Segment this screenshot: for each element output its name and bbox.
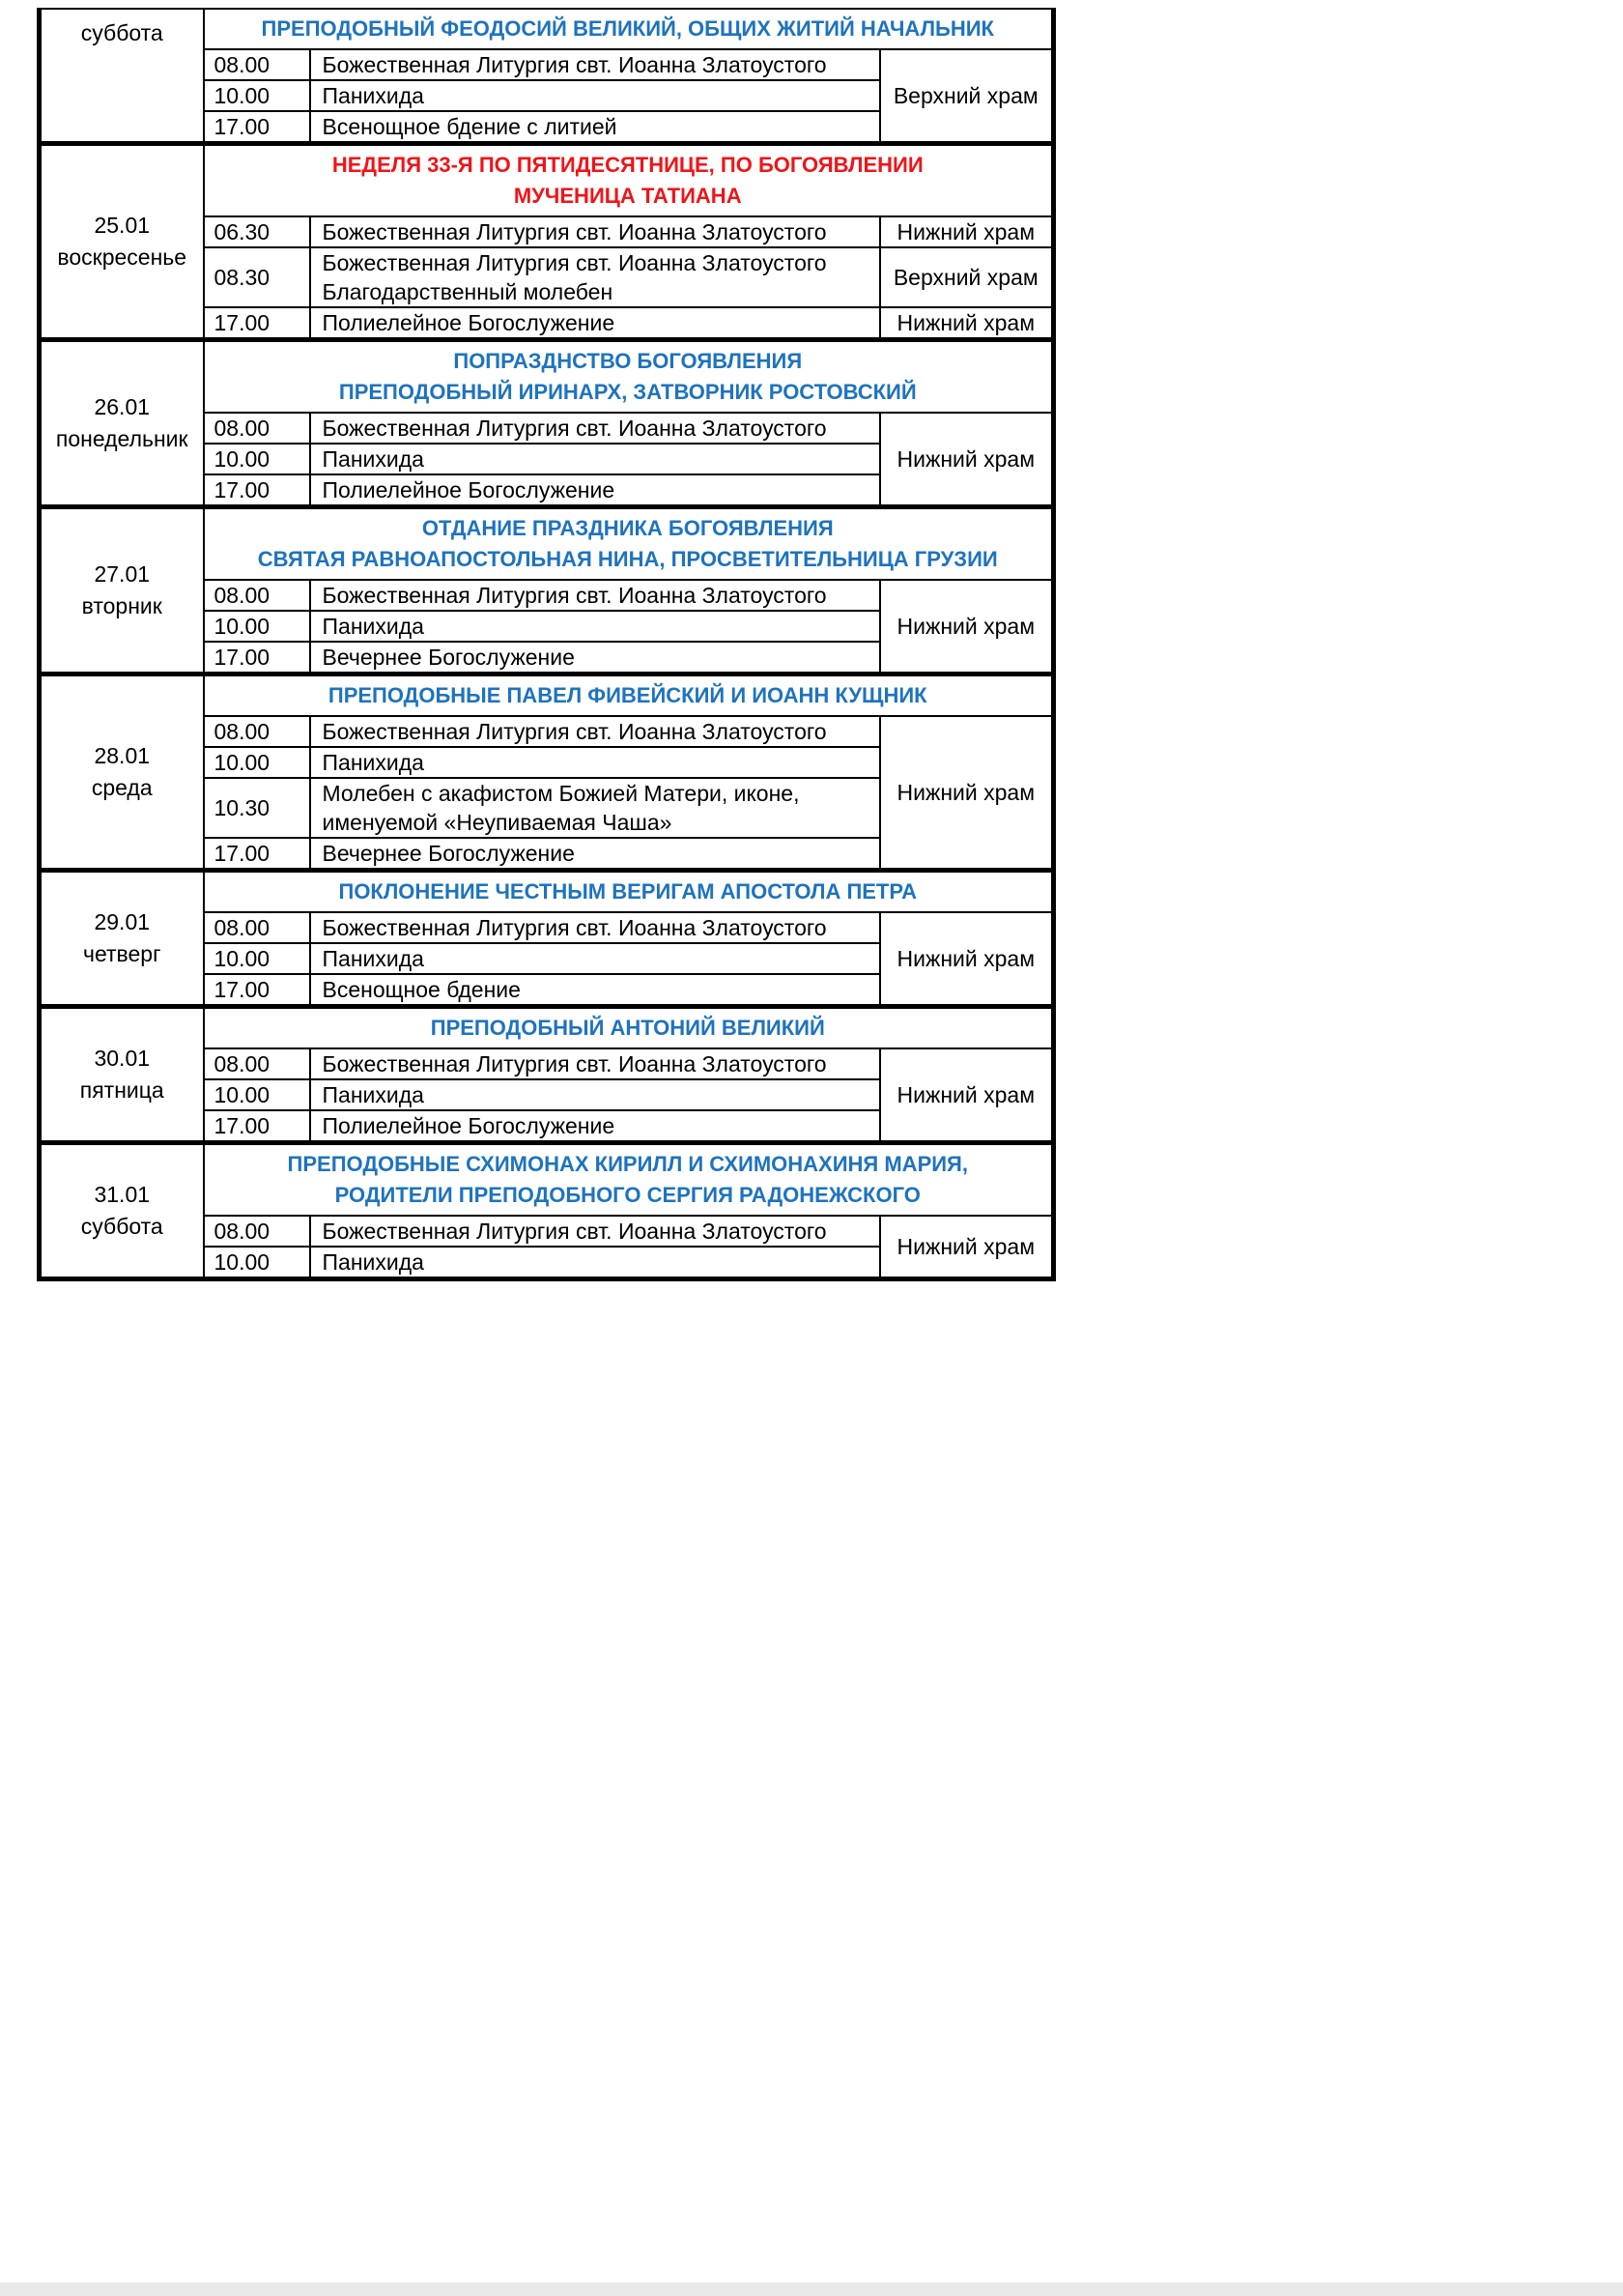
service-name xyxy=(310,580,880,611)
date-cell xyxy=(40,674,204,871)
location-cell: Верхний храм xyxy=(880,247,1054,307)
day-title-row xyxy=(40,340,1054,414)
service-name-line: Божественная Литургия свт. Иоанна Златоустого xyxy=(322,219,827,244)
service-name-line: Полиелейное Богослужение xyxy=(322,310,615,335)
service-name xyxy=(310,642,880,674)
day-title xyxy=(204,871,1054,913)
service-name xyxy=(310,49,880,80)
service-time: 10.00 xyxy=(204,1079,310,1110)
date-label: 31.01 xyxy=(94,1182,151,1207)
service-name xyxy=(310,1216,880,1247)
service-time: 10.00 xyxy=(204,444,310,474)
day-title-row xyxy=(40,1143,1054,1217)
service-name xyxy=(310,1110,880,1143)
service-time: 08.00 xyxy=(204,580,310,611)
location-cell: Нижний храм xyxy=(880,716,1054,871)
service-name xyxy=(310,307,880,340)
service-name xyxy=(310,716,880,747)
service-name xyxy=(310,912,880,943)
location-cell: Нижний храм xyxy=(880,1216,1054,1279)
service-name xyxy=(310,1247,880,1279)
day-title-line: ПРЕПОДОБНЫЕ ПАВЕЛ ФИВЕЙСКИЙ И ИОАНН КУЩНИК xyxy=(327,683,927,707)
day-title-line: ПРЕПОДОБНЫЕ СХИМОНАХ КИРИЛЛ И СХИМОНАХИНЯ МАРИЯ, xyxy=(287,1152,968,1176)
day-title-line: НЕДЕЛЯ 33-Я ПО ПЯТИДЕСЯТНИЦЕ, ПО БОГОЯВЛЕНИИ xyxy=(331,153,924,177)
weekday-label: вторник xyxy=(81,593,162,618)
service-time: 08.00 xyxy=(204,1048,310,1079)
service-name-line: Полиелейное Богослужение xyxy=(322,477,615,502)
weekday-label: четверг xyxy=(83,941,161,966)
service-time: 08.30 xyxy=(204,247,310,307)
date-cell xyxy=(40,340,204,507)
date-label: 29.01 xyxy=(94,909,151,934)
service-time: 08.00 xyxy=(204,413,310,444)
day-title-line: ПРЕПОДОБНЫЙ ИРИНАРХ, ЗАТВОРНИК РОСТОВСКИЙ xyxy=(338,380,917,404)
day-title-row xyxy=(40,1007,1054,1049)
service-name xyxy=(310,80,880,111)
service-name-line: Панихида xyxy=(322,614,424,639)
schedule-table xyxy=(37,8,1056,1281)
day-title xyxy=(204,674,1054,717)
day-title-row xyxy=(40,871,1054,913)
service-name-line: Панихида xyxy=(322,446,424,472)
service-time: 08.00 xyxy=(204,49,310,80)
service-time: 10.00 xyxy=(204,80,310,111)
location-cell: Нижний храм xyxy=(880,1048,1054,1143)
service-name-line: Панихида xyxy=(322,1249,424,1275)
service-name xyxy=(310,444,880,474)
service-name xyxy=(310,474,880,507)
day-title-row xyxy=(40,9,1054,49)
service-name xyxy=(310,974,880,1007)
date-label: 26.01 xyxy=(94,394,151,419)
day-title-line: ПРЕПОДОБНЫЙ ФЕОДОСИЙ ВЕЛИКИЙ, ОБЩИХ ЖИТИЙ НАЧАЛЬНИК xyxy=(261,16,994,41)
service-name-line: Божественная Литургия свт. Иоанна Златоустого xyxy=(322,915,827,940)
date-cell xyxy=(40,1007,204,1143)
day-title-line: ОТДАНИЕ ПРАЗДНИКА БОГОЯВЛЕНИЯ xyxy=(421,516,834,540)
service-name xyxy=(310,247,880,307)
service-time: 10.00 xyxy=(204,1247,310,1279)
service-time: 10.00 xyxy=(204,611,310,642)
weekday-label: среда xyxy=(91,775,153,800)
service-name-line: Божественная Литургия свт. Иоанна Златоустого xyxy=(322,1051,827,1076)
service-name xyxy=(310,1079,880,1110)
date-cell xyxy=(40,144,204,340)
day-title-line: РОДИТЕЛИ ПРЕПОДОБНОГО СЕРГИЯ РАДОНЕЖСКОГО xyxy=(334,1183,921,1207)
weekday-label: суббота xyxy=(80,20,163,45)
service-time: 10.00 xyxy=(204,747,310,778)
date-cell xyxy=(40,1143,204,1279)
service-name-line: Всенощное бдение с литией xyxy=(322,114,617,139)
day-title xyxy=(204,340,1054,414)
date-label: 28.01 xyxy=(94,743,151,768)
date-label: 27.01 xyxy=(94,561,151,587)
date-label: 25.01 xyxy=(94,213,151,238)
service-name xyxy=(310,747,880,778)
date-label: 30.01 xyxy=(94,1046,151,1071)
service-name-line: Панихида xyxy=(322,946,424,971)
service-name-line: Божественная Литургия свт. Иоанна Златоустого xyxy=(322,416,827,441)
page-bottom-edge xyxy=(0,2282,1623,2296)
day-title xyxy=(204,1143,1054,1217)
service-name xyxy=(310,943,880,974)
day-title xyxy=(204,144,1054,217)
day-title-row xyxy=(40,674,1054,717)
service-name-line: Панихида xyxy=(322,750,424,775)
date-cell xyxy=(40,871,204,1007)
service-name-line: Вечернее Богослужение xyxy=(322,841,575,866)
schedule-page xyxy=(37,8,1056,1281)
service-name xyxy=(310,413,880,444)
service-time: 17.00 xyxy=(204,1110,310,1143)
day-title-line: ПОПРАЗДНСТВО БОГОЯВЛЕНИЯ xyxy=(453,349,803,373)
location-cell: Нижний храм xyxy=(880,307,1054,340)
service-name-line: Всенощное бдение xyxy=(322,977,521,1002)
service-time: 17.00 xyxy=(204,974,310,1007)
service-name-line: именуемой «Неупиваемая Чаша» xyxy=(322,810,672,835)
day-title-row xyxy=(40,144,1054,217)
service-time: 17.00 xyxy=(204,111,310,144)
day-title-line: ПРЕПОДОБНЫЙ АНТОНИЙ ВЕЛИКИЙ xyxy=(430,1016,825,1040)
service-name xyxy=(310,216,880,247)
service-name xyxy=(310,111,880,144)
day-title-line: СВЯТАЯ РАВНОАПОСТОЛЬНАЯ НИНА, ПРОСВЕТИТЕЛЬНИЦА ГРУЗИИ xyxy=(257,547,998,571)
location-cell: Нижний храм xyxy=(880,912,1054,1007)
weekday-label: суббота xyxy=(80,1214,163,1239)
service-name-line: Панихида xyxy=(322,1082,424,1107)
service-time: 17.00 xyxy=(204,307,310,340)
service-name xyxy=(310,611,880,642)
day-title xyxy=(204,507,1054,581)
schedule-table-body xyxy=(40,9,1054,1279)
weekday-label: понедельник xyxy=(55,426,188,451)
service-name-line: Панихида xyxy=(322,83,424,108)
weekday-label: воскресенье xyxy=(57,244,187,270)
service-name-line: Вечернее Богослужение xyxy=(322,645,575,670)
service-name-line: Божественная Литургия свт. Иоанна Златоустого xyxy=(322,1219,827,1244)
day-title-row xyxy=(40,507,1054,581)
day-title-line: МУЧЕНИЦА ТАТИАНА xyxy=(513,184,742,208)
location-cell: Нижний храм xyxy=(880,216,1054,247)
service-time: 08.00 xyxy=(204,912,310,943)
service-name xyxy=(310,778,880,838)
service-time: 17.00 xyxy=(204,642,310,674)
service-time: 17.00 xyxy=(204,474,310,507)
service-time: 10.30 xyxy=(204,778,310,838)
service-name-line: Божественная Литургия свт. Иоанна Златоустого xyxy=(322,52,827,77)
service-name xyxy=(310,1048,880,1079)
service-name-line: Божественная Литургия свт. Иоанна Златоустого xyxy=(322,583,827,608)
service-name-line: Божественная Литургия свт. Иоанна Златоустого xyxy=(322,250,827,275)
service-time: 06.30 xyxy=(204,216,310,247)
service-name-line: Божественная Литургия свт. Иоанна Златоустого xyxy=(322,719,827,744)
day-title xyxy=(204,1007,1054,1049)
day-title-line: ПОКЛОНЕНИЕ ЧЕСТНЫМ ВЕРИГАМ АПОСТОЛА ПЕТРА xyxy=(338,879,917,904)
weekday-label: пятница xyxy=(79,1077,164,1103)
service-time: 10.00 xyxy=(204,943,310,974)
service-name-line: Молебен с акафистом Божией Матери, иконе, xyxy=(322,781,800,806)
day-title xyxy=(204,9,1054,49)
service-time: 08.00 xyxy=(204,716,310,747)
service-name-line: Благодарственный молебен xyxy=(322,279,613,304)
service-name-line: Полиелейное Богослужение xyxy=(322,1113,615,1138)
date-cell xyxy=(40,9,204,144)
service-time: 17.00 xyxy=(204,838,310,871)
location-cell: Верхний храм xyxy=(880,49,1054,144)
location-cell: Нижний храм xyxy=(880,413,1054,507)
location-cell: Нижний храм xyxy=(880,580,1054,674)
date-cell xyxy=(40,507,204,674)
service-time: 08.00 xyxy=(204,1216,310,1247)
service-name xyxy=(310,838,880,871)
